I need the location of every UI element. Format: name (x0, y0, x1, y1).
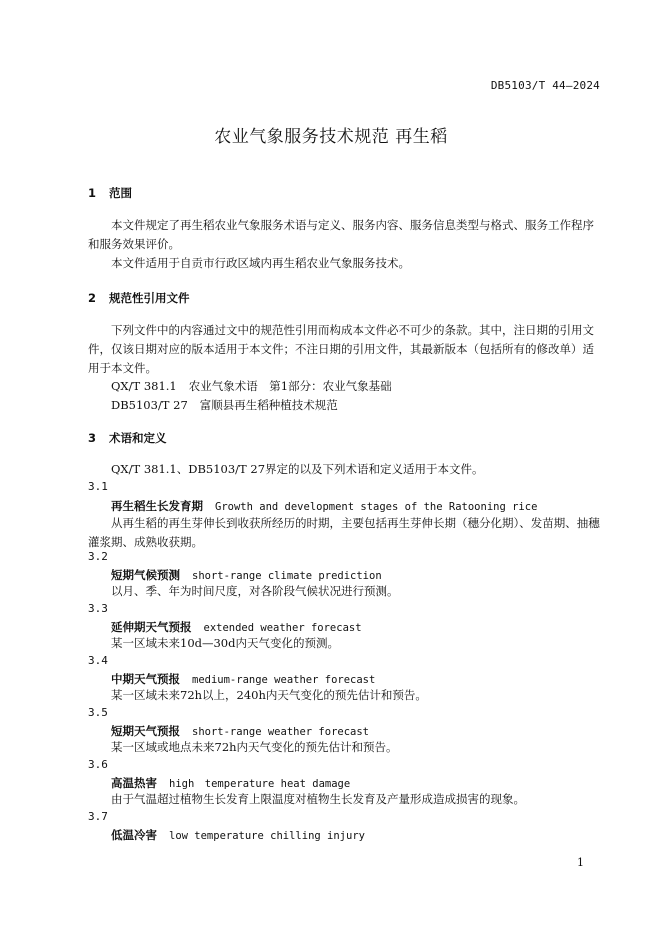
term-heading (111, 775, 350, 791)
term-chinese: 延伸期天气预报 (111, 620, 192, 634)
term-number: 3.1 (88, 480, 108, 493)
document-number: DB5103/T 44—2024 (490, 79, 600, 92)
reference-item (111, 397, 338, 413)
section-title: 规范性引用文件 (109, 291, 190, 305)
term-number: 3.3 (88, 602, 108, 615)
section-number: 3 (88, 431, 97, 445)
term-number: 3.7 (88, 810, 108, 823)
term-chinese: 短期气候预测 (111, 568, 180, 582)
term-chinese: 再生稻生长发育期 (111, 499, 203, 513)
term-chinese: 短期天气预报 (111, 724, 180, 738)
term-number: 3.2 (88, 550, 108, 563)
term-english: medium-range weather forecast (192, 674, 376, 686)
term-english: extended weather forecast (203, 622, 362, 634)
section-1-heading (88, 185, 132, 201)
document-title: 农业气象服务技术规范 再生稻 (214, 127, 448, 147)
term-heading (111, 498, 537, 514)
scope-paragraph-2: 本文件适用于自贡市行政区域内再生稻农业气象服务技术。 (111, 256, 410, 270)
term-number: 3.4 (88, 654, 108, 667)
reference-title: 农业气象术语 第1部分：农业气象基础 (188, 379, 392, 393)
term-number: 3.5 (88, 706, 108, 719)
term-english: high temperature heat damage (169, 778, 351, 790)
term-definition: 某一区域未来10d—30d内天气变化的预测。 (111, 636, 339, 650)
normative-references-paragraph: 下列文件中的内容通过文中的规范性引用而构成本文件必不可少的条款。其中，注日期的引用文件，仅该日期对应的版本适用于本文件；不注日期的引用文件，其最新版本（包括所有的修改单）适用于本文件。 (88, 323, 594, 375)
section-number: 2 (88, 291, 97, 305)
term-heading (111, 723, 369, 739)
term-english: short-range weather forecast (192, 726, 370, 738)
term-english: Growth and development stages of the Ratooning rice (215, 501, 538, 513)
term-chinese: 低温冷害 (111, 828, 157, 842)
section-3-heading (88, 430, 167, 446)
term-heading (111, 619, 362, 635)
section-2-heading (88, 290, 190, 306)
term-heading (111, 567, 382, 583)
term-chinese: 高温热害 (111, 776, 157, 790)
scope-paragraph-1: 本文件规定了再生稻农业气象服务术语与定义、服务内容、服务信息类型与格式、服务工作程序和服务效果评价。 (88, 218, 594, 251)
term-english: low temperature chilling injury (169, 830, 365, 842)
term-number: 3.6 (88, 758, 108, 771)
term-english: short-range climate prediction (192, 570, 382, 582)
section-number: 1 (88, 186, 97, 200)
term-definition: 从再生稻的再生芽伸长到收获所经历的时期，主要包括再生芽伸长期（穗分化期）、发苗期、抽穗灌浆期、成熟收获期。 (88, 516, 600, 549)
reference-title: 富顺县再生稻种植技术规范 (199, 398, 338, 412)
term-heading (111, 671, 375, 687)
page-number: 1 (577, 856, 584, 869)
term-definition: 某一区域或地点未来72h内天气变化的预先估计和预告。 (111, 740, 398, 754)
terms-intro: QX/T 381.1、DB5103/T 27界定的以及下列术语和定义适用于本文件。 (111, 462, 484, 476)
section-title: 范围 (109, 186, 133, 200)
term-heading (111, 827, 365, 843)
term-definition: 由于气温超过植物生长发育上限温度对植物生长发育及产量形成造成损害的现象。 (111, 792, 525, 806)
reference-code: DB5103/T 27 (111, 398, 188, 412)
reference-item (111, 378, 392, 394)
section-title: 术语和定义 (109, 431, 167, 445)
term-definition: 以月、季、年为时间尺度，对各阶段气候状况进行预测。 (111, 584, 399, 598)
reference-code: QX/T 381.1 (111, 379, 177, 393)
term-definition: 某一区域未来72h以上，240h内天气变化的预先估计和预告。 (111, 688, 427, 702)
term-chinese: 中期天气预报 (111, 672, 180, 686)
